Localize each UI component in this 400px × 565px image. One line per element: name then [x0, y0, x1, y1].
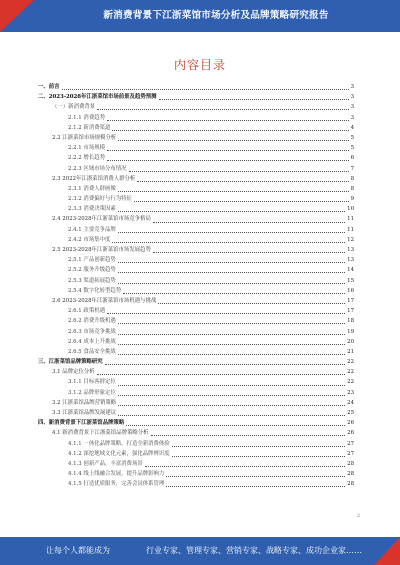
toc-entry-page: 13 [347, 257, 354, 264]
toc-entry-text: 4.1.5 打造优质服务，完善会员体系管理 [68, 481, 165, 488]
toc-entry-page: 26 [347, 430, 354, 437]
toc-entry-text: 2.3.3 消费决策因素 [68, 206, 116, 213]
toc-leader-dots [118, 414, 345, 416]
toc-entry-text: 2.6.3 市场竞争挑战 [68, 328, 116, 335]
toc-entry-page: 8 [350, 175, 354, 182]
toc-leader-dots [118, 271, 345, 273]
toc-leader-dots [159, 98, 349, 100]
toc-entry-text: 4.1.1 一体化品牌策略，打造全新消费体验 [68, 440, 170, 447]
toc-entry-text: 2.6 2023-2028年江浙菜馆市场机遇与挑战 [52, 297, 157, 304]
toc-entry-page: 20 [347, 338, 354, 345]
toc-leader-dots [118, 343, 345, 345]
toc-entry-text: 2.5.2 服务升级趋势 [68, 267, 116, 274]
toc-leader-dots [97, 373, 346, 375]
toc-leader-dots [118, 333, 345, 335]
toc-leader-dots [118, 394, 345, 396]
footer-slogan-right: 行业专家、管理专家、营销专家、战略专家、成功企业家…… [146, 546, 362, 555]
toc-entry[interactable] [34, 296, 354, 306]
toc-entry-text: 3.1 品牌定位分析 [52, 369, 95, 376]
toc-entry-page: 22 [347, 369, 354, 376]
toc-leader-dots [118, 210, 345, 212]
toc-entry-page: 27 [347, 450, 354, 457]
toc-entry-text: 2.6.4 成本上升挑战 [68, 338, 116, 345]
toc-leader-dots [118, 282, 345, 284]
toc-entry-page: 3 [350, 114, 354, 121]
toc-entry[interactable] [34, 164, 354, 174]
toc-entry-text: 4.1.2 深挖地域文化元素，强化品牌辨识度 [68, 450, 170, 457]
toc-entry[interactable] [34, 194, 354, 204]
toc-leader-dots [62, 88, 349, 90]
toc-entry-page: 11 [347, 226, 354, 233]
toc-entry[interactable] [34, 153, 354, 163]
toc-leader-dots [118, 322, 345, 324]
toc-entry[interactable] [34, 449, 354, 459]
toc-entry-page: 23 [347, 389, 354, 396]
toc-leader-dots [151, 434, 346, 436]
toc-entry-text: 2.3 2022年江浙菜馆消费人群分析 [52, 175, 136, 182]
toc-entry-page: 27 [347, 440, 354, 447]
toc-entry-text: 2.5 2023-2028年江浙菜馆市场发展趋势 [52, 247, 151, 253]
toc-entry-text: 2.2.1 市场规模 [68, 145, 105, 152]
toc-entry-text: 一、前言 [38, 84, 60, 90]
toc-entry-text: 2.6.2 消费升级机遇 [68, 318, 116, 325]
toc-entry-page: 14 [347, 267, 354, 274]
toc-leader-dots [145, 465, 345, 467]
toc-leader-dots [153, 251, 345, 253]
toc-entry-page: 12 [347, 236, 354, 243]
toc-leader-dots [112, 241, 345, 243]
toc-entry-page: 5 [350, 134, 354, 141]
toc-entry[interactable] [34, 235, 354, 245]
toc-entry[interactable] [34, 276, 354, 286]
toc-entry-text: 3.1.1 目标客群定位 [68, 379, 116, 386]
toc-entry[interactable] [34, 377, 354, 387]
toc-entry-page: 26 [347, 420, 354, 427]
toc-entry-page: 21 [347, 348, 354, 355]
toc-entry[interactable] [34, 184, 354, 194]
toc-entry[interactable] [34, 439, 354, 449]
toc-entry-page: 11 [347, 216, 354, 223]
toc-entry-page: 28 [347, 460, 354, 467]
toc-leader-dots [105, 363, 345, 365]
toc-entry-text: 2.4.2 市场集中度 [68, 236, 111, 243]
toc-entry[interactable] [34, 255, 354, 265]
toc-entry[interactable] [34, 337, 354, 347]
toc-entry[interactable] [34, 82, 354, 92]
toc-entry-page: 19 [347, 328, 354, 335]
toc-entry-text: （一）新消费背景 [52, 104, 96, 111]
toc-entry-page: 24 [347, 399, 354, 406]
toc-entry[interactable] [34, 265, 354, 275]
toc-leader-dots [129, 170, 349, 172]
toc-entry-text: 2.1.2 新消费渠道 [68, 124, 111, 131]
table-of-contents [34, 82, 354, 490]
toc-entry-page: 28 [347, 471, 354, 478]
toc-leader-dots [112, 129, 348, 131]
toc-entry[interactable] [34, 225, 354, 235]
report-title: 新消费背景下江浙菜馆市场分析及品牌策略研究报告 [103, 10, 329, 21]
toc-entry-text: 2.2.3 区域市场分布情况 [68, 165, 127, 172]
toc-entry[interactable] [34, 204, 354, 214]
toc-entry-text: 2.5.4 数字化转型趋势 [68, 287, 122, 294]
toc-entry-page: 7 [350, 165, 354, 172]
toc-leader-dots [137, 180, 348, 182]
toc-entry-text: 二、2023-2028年江浙菜馆市场前景及趋势预测 [38, 94, 157, 101]
toc-entry-page: 18 [347, 318, 354, 325]
toc-entry[interactable] [34, 286, 354, 296]
toc-leader-dots [126, 424, 345, 426]
toc-entry-text: 2.2.2 增长趋势 [68, 155, 105, 162]
toc-entry-page: 17 [347, 308, 354, 315]
toc-entry-text: 2.2 江浙菜馆市场规模分析 [52, 134, 117, 141]
toc-entry[interactable] [34, 123, 354, 133]
footer-slogan-left: 让每个人都能成为 [46, 546, 110, 555]
toc-entry[interactable] [34, 133, 354, 143]
toc-leader-dots [166, 475, 345, 477]
toc-entry[interactable] [34, 459, 354, 469]
toc-entry[interactable] [34, 316, 354, 326]
toc-entry-page: 15 [347, 277, 354, 284]
toc-leader-dots [172, 445, 345, 447]
toc-entry[interactable] [34, 245, 354, 255]
toc-entry-text: 三、江浙菜馆品牌策略研究 [38, 359, 103, 366]
toc-entry[interactable] [34, 388, 354, 398]
toc-leader-dots [118, 404, 345, 406]
toc-leader-dots [118, 353, 345, 355]
toc-entry-page: 25 [347, 410, 354, 416]
toc-entry-text: 2.4 2023-2028年江浙菜馆市场竞争格局 [52, 216, 151, 223]
toc-leader-dots [118, 139, 348, 141]
toc-entry-text: 3.3 江浙菜馆品牌发展建议 [52, 410, 117, 416]
toc-leader-dots [107, 119, 349, 121]
toc-entry-page: 22 [347, 379, 354, 386]
toc-heading: 内容目录 [173, 58, 226, 72]
toc-entry[interactable] [34, 398, 354, 408]
toc-entry[interactable] [34, 428, 354, 438]
toc-leader-dots [134, 200, 349, 202]
toc-leader-dots [107, 159, 349, 161]
toc-entry-page: 13 [347, 247, 354, 253]
toc-entry-text: 2.1.1 消费趋势 [68, 114, 105, 121]
toc-entry-page: 17 [347, 297, 354, 304]
toc-entry-page: 10 [347, 206, 354, 213]
toc-leader-dots [118, 190, 349, 192]
toc-entry-text: 2.5.1 产品创新趋势 [68, 257, 116, 264]
toc-leader-dots [123, 292, 345, 294]
toc-entry[interactable] [34, 347, 354, 357]
toc-entry[interactable] [34, 174, 354, 184]
toc-leader-dots [97, 108, 348, 110]
toc-entry-page: 5 [350, 145, 354, 152]
toc-entry[interactable] [34, 306, 354, 316]
toc-entry[interactable] [34, 214, 354, 224]
header-banner [0, 0, 400, 32]
toc-leader-dots [153, 221, 345, 223]
toc-entry[interactable] [34, 92, 354, 102]
toc-entry-page: 16 [347, 287, 354, 294]
toc-entry-text: 4.1.3 创新产品，丰富消费场景 [68, 460, 143, 467]
toc-entry[interactable] [34, 418, 354, 428]
toc-leader-dots [118, 231, 345, 233]
toc-leader-dots [158, 302, 345, 304]
toc-entry[interactable] [34, 479, 354, 489]
toc-entry[interactable] [34, 143, 354, 153]
toc-entry[interactable] [34, 469, 354, 479]
toc-entry-text: 2.3.1 消费人群画像 [68, 185, 116, 192]
toc-entry-text: 四、新消费背景下江浙菜馆品牌策略 [38, 420, 125, 427]
toc-leader-dots [118, 261, 345, 263]
toc-entry-text: 2.4.1 主要竞争品牌 [68, 226, 116, 233]
toc-entry-page: 9 [350, 196, 354, 203]
toc-entry[interactable] [34, 102, 354, 112]
toc-entry-page: 3 [350, 104, 354, 111]
toc-entry-page: 22 [347, 359, 354, 366]
toc-entry[interactable] [34, 408, 354, 418]
toc-leader-dots [166, 485, 345, 487]
toc-leader-dots [118, 384, 345, 386]
header-accent-triangle [0, 0, 34, 32]
toc-entry-page: 3 [350, 84, 354, 90]
toc-entry-text: 3.1.2 品牌形象定位 [68, 389, 116, 396]
toc-entry-text: 3.2 江浙菜馆品牌营销策略 [52, 399, 117, 406]
toc-entry-text: 2.6.1 政策机遇 [68, 308, 105, 315]
toc-entry[interactable] [34, 357, 354, 367]
toc-entry-text: 4.1.4 线上线融合发展，提升品牌影响力 [68, 471, 165, 478]
footer-accent-triangle [374, 537, 400, 565]
toc-entry-page: 28 [347, 481, 354, 488]
toc-entry-text: 2.3.2 消费偏好与行为特征 [68, 196, 132, 203]
toc-leader-dots [107, 312, 345, 314]
toc-entry-text: 4.1 新消费背景下江浙菜馆品牌策略分析 [52, 430, 149, 437]
toc-entry-text: 2.6.5 食品安全挑战 [68, 348, 116, 355]
toc-entry-page: 6 [350, 155, 354, 162]
toc-entry-text: 2.5.3 渠道拓展趋势 [68, 277, 116, 284]
toc-leader-dots [107, 149, 349, 151]
page-number: 2 [356, 513, 360, 519]
toc-entry[interactable] [34, 367, 354, 377]
toc-entry[interactable] [34, 327, 354, 337]
footer-banner [0, 537, 400, 565]
toc-leader-dots [172, 455, 345, 457]
toc-entry[interactable] [34, 113, 354, 123]
toc-entry-page: 8 [350, 185, 354, 192]
toc-entry-page: 4 [350, 124, 354, 131]
toc-entry-page: 3 [350, 94, 354, 101]
